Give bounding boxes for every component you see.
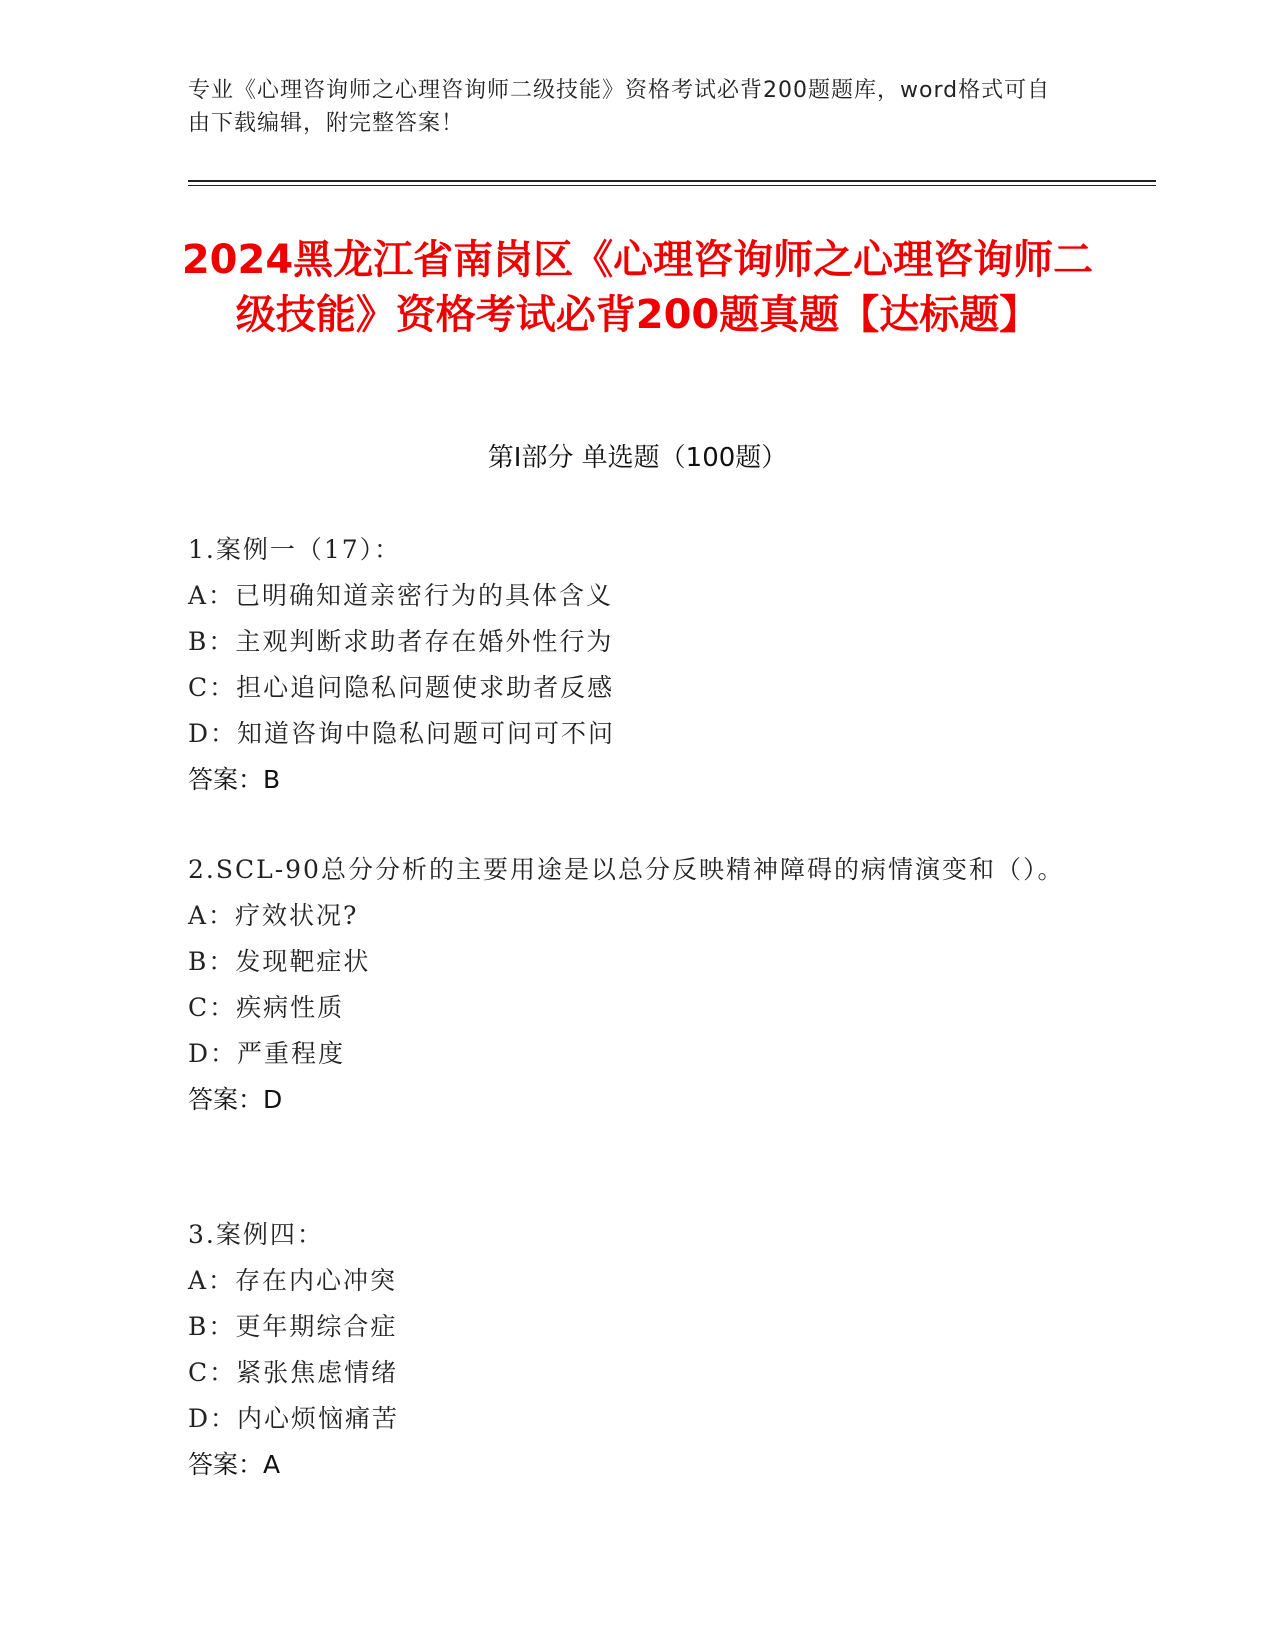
option-d: D：知道咨询中隐私问题可问可不问 bbox=[188, 719, 616, 748]
answer-line: 答案：B bbox=[188, 765, 281, 794]
option-c: C：担心追问隐私问题使求助者反感 bbox=[188, 673, 615, 702]
option-c: C：疾病性质 bbox=[188, 993, 345, 1022]
header-note: 专业《心理咨询师之心理咨询师二级技能》资格考试必背200题题库，word格式可自由下载编辑，附完整答案！ bbox=[188, 78, 1051, 136]
question-stem: 1.案例一（17）： bbox=[188, 535, 402, 564]
option-b: B：主观判断求助者存在婚外性行为 bbox=[188, 627, 614, 656]
header-divider-thick bbox=[188, 180, 1156, 182]
option-b: B：更年期综合症 bbox=[188, 1312, 398, 1341]
question-stem: 3.案例四： bbox=[188, 1220, 324, 1249]
question-3 bbox=[188, 1212, 1068, 1488]
option-a: A：存在内心冲突 bbox=[188, 1266, 398, 1295]
option-d: D：内心烦恼痛苦 bbox=[188, 1404, 400, 1433]
answer-line: 答案：A bbox=[188, 1450, 281, 1479]
document-title: 2024黑龙江省南岗区《心理咨询师之心理咨询师二级技能》资格考试必背200题真题【达标题】 bbox=[181, 237, 1094, 338]
option-a: A：疗效状况? bbox=[188, 901, 359, 930]
option-a: A：已明确知道亲密行为的具体含义 bbox=[188, 581, 614, 610]
question-2 bbox=[188, 847, 1068, 1123]
answer-line: 答案：D bbox=[188, 1085, 283, 1114]
option-b: B：发现靶症状 bbox=[188, 947, 371, 976]
header-divider-thin bbox=[188, 185, 1156, 186]
option-c: C：紧张焦虑情绪 bbox=[188, 1358, 399, 1387]
section-heading: 第I部分 单选题（100题） bbox=[487, 443, 788, 473]
question-stem: 2.SCL-90总分分析的主要用途是以总分反映精神障碍的病情演变和（）。 bbox=[188, 855, 1065, 884]
question-1 bbox=[188, 527, 1068, 803]
option-d: D：严重程度 bbox=[188, 1039, 346, 1068]
